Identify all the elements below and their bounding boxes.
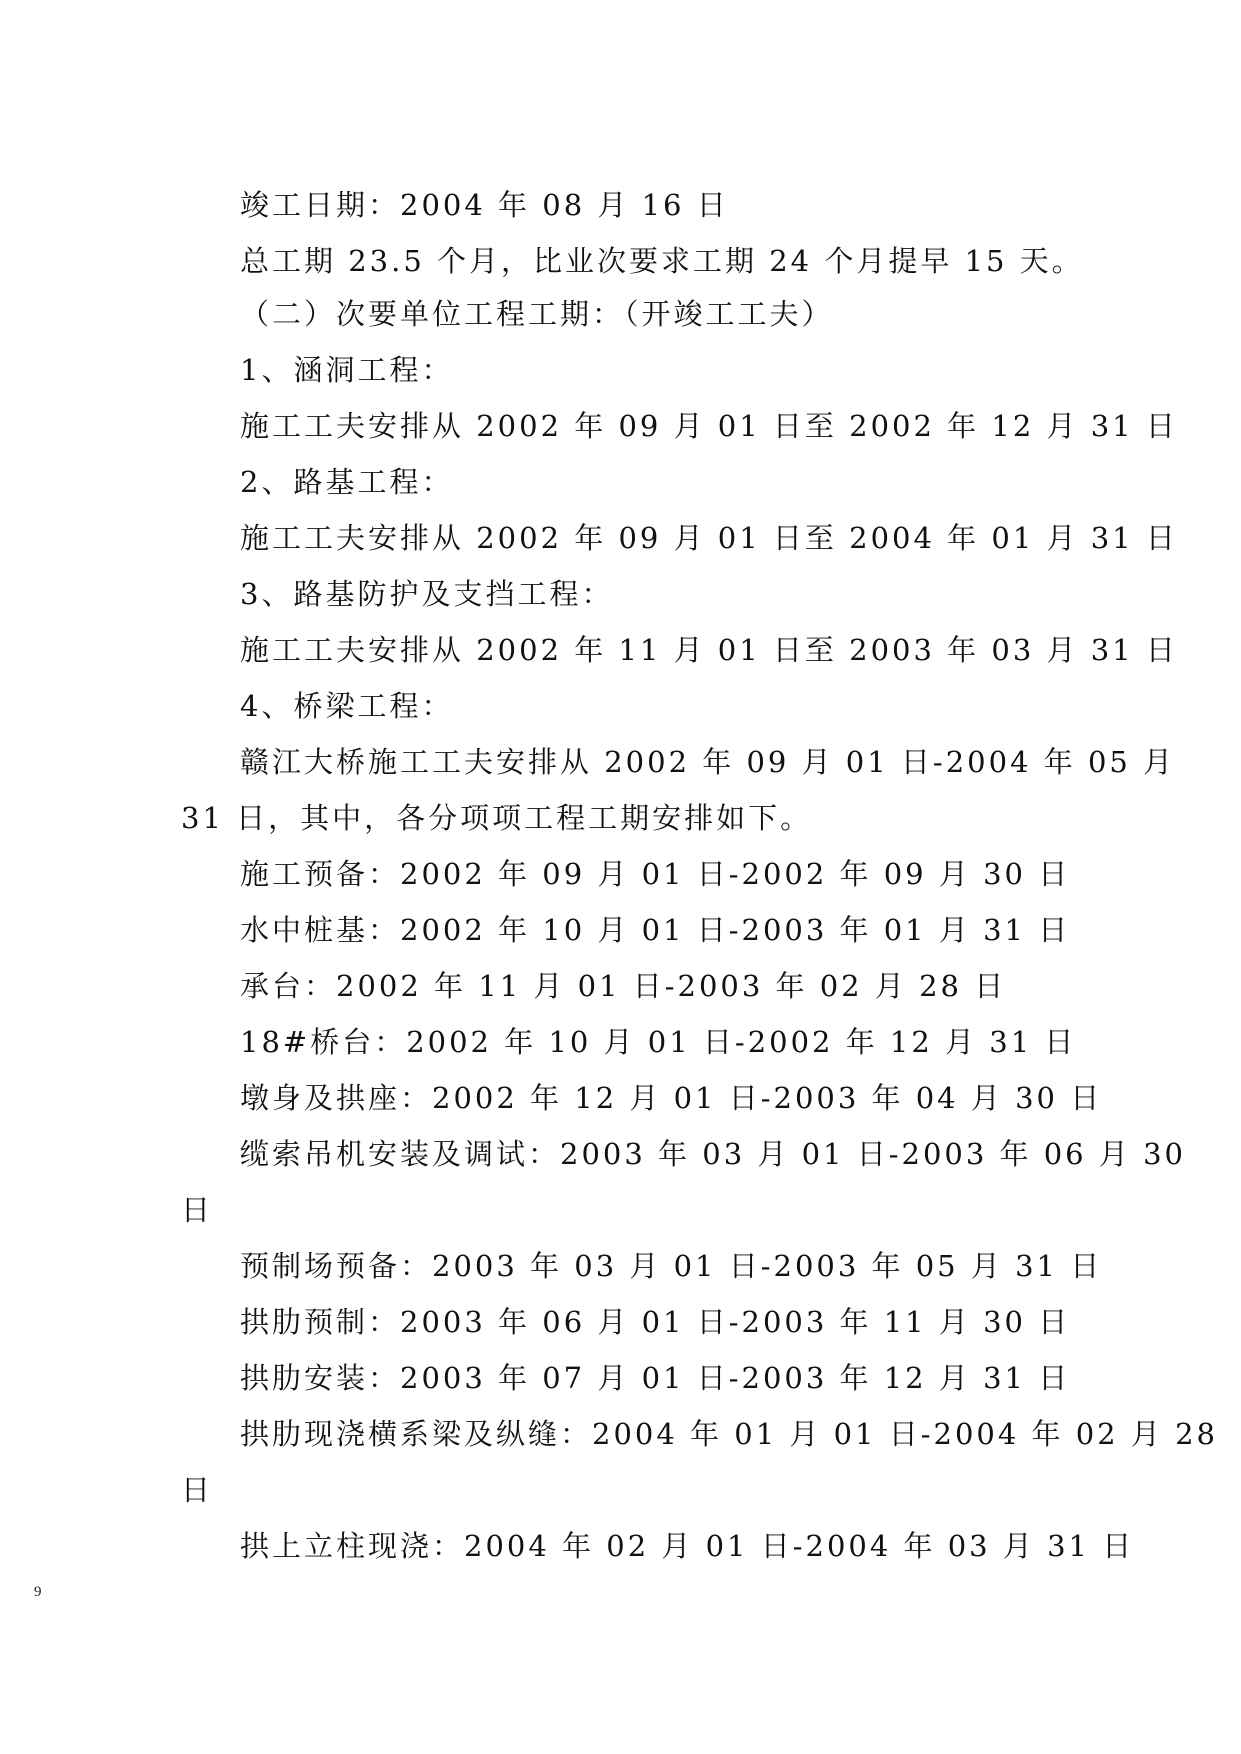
subgrade-protection-schedule-line: 施工工夫安排从 2002 年 11 月 01 日至 2003 年 03 月 31 日 (240, 633, 1178, 667)
schedule-item: 缆索吊机安装及调试：2003 年 03 月 01 日-2003 年 06 月 30 (240, 1137, 1186, 1171)
schedule-item: 墩身及拱座：2002 年 12 月 01 日-2003 年 04 月 30 日 (240, 1081, 1103, 1115)
completion-date-line: 竣工日期：2004 年 08 月 16 日 (240, 188, 729, 222)
page-number: 9 (34, 1584, 42, 1600)
schedule-item-continuation: 日 (181, 1193, 214, 1227)
culvert-schedule-line: 施工工夫安排从 2002 年 09 月 01 日至 2002 年 12 月 31 日 (240, 409, 1178, 443)
subgrade-schedule-line: 施工工夫安排从 2002 年 09 月 01 日至 2004 年 01 月 31 日 (240, 521, 1178, 555)
bridge-schedule-continuation: 31 日，其中，各分项项工程工期安排如下。 (181, 801, 813, 835)
subgrade-protection-heading: 3、路基防护及支挡工程： (240, 577, 614, 611)
schedule-item: 预制场预备：2003 年 03 月 01 日-2003 年 05 月 31 日 (240, 1249, 1103, 1283)
schedule-item: 承台：2002 年 11 月 01 日-2003 年 02 月 28 日 (240, 969, 1007, 1003)
section-heading: （二）次要单位工程工期：（开竣工工夫） (240, 297, 834, 331)
schedule-item: 水中桩基：2002 年 10 月 01 日-2003 年 01 月 31 日 (240, 913, 1071, 947)
schedule-item: 施工预备：2002 年 09 月 01 日-2002 年 09 月 30 日 (240, 857, 1071, 891)
schedule-item: 拱肋预制：2003 年 06 月 01 日-2003 年 11 月 30 日 (240, 1305, 1071, 1339)
schedule-item: 拱上立柱现浇：2004 年 02 月 01 日-2004 年 03 月 31 日 (240, 1529, 1135, 1563)
bridge-schedule-line: 赣江大桥施工工夫安排从 2002 年 09 月 01 日-2004 年 05 月 (240, 745, 1176, 779)
total-duration-line: 总工期 23.5 个月，比业次要求工期 24 个月提早 15 天。 (240, 244, 1084, 278)
bridge-heading: 4、桥梁工程： (240, 689, 454, 723)
schedule-item: 18#桥台：2002 年 10 月 01 日-2002 年 12 月 31 日 (240, 1025, 1077, 1059)
schedule-item-continuation: 日 (181, 1473, 214, 1507)
culvert-heading: 1、涵洞工程： (240, 353, 454, 387)
schedule-item: 拱肋现浇横系梁及纵缝：2004 年 01 月 01 日-2004 年 02 月 28 (240, 1417, 1218, 1451)
schedule-item: 拱肋安装：2003 年 07 月 01 日-2003 年 12 月 31 日 (240, 1361, 1071, 1395)
subgrade-heading: 2、路基工程： (240, 465, 454, 499)
